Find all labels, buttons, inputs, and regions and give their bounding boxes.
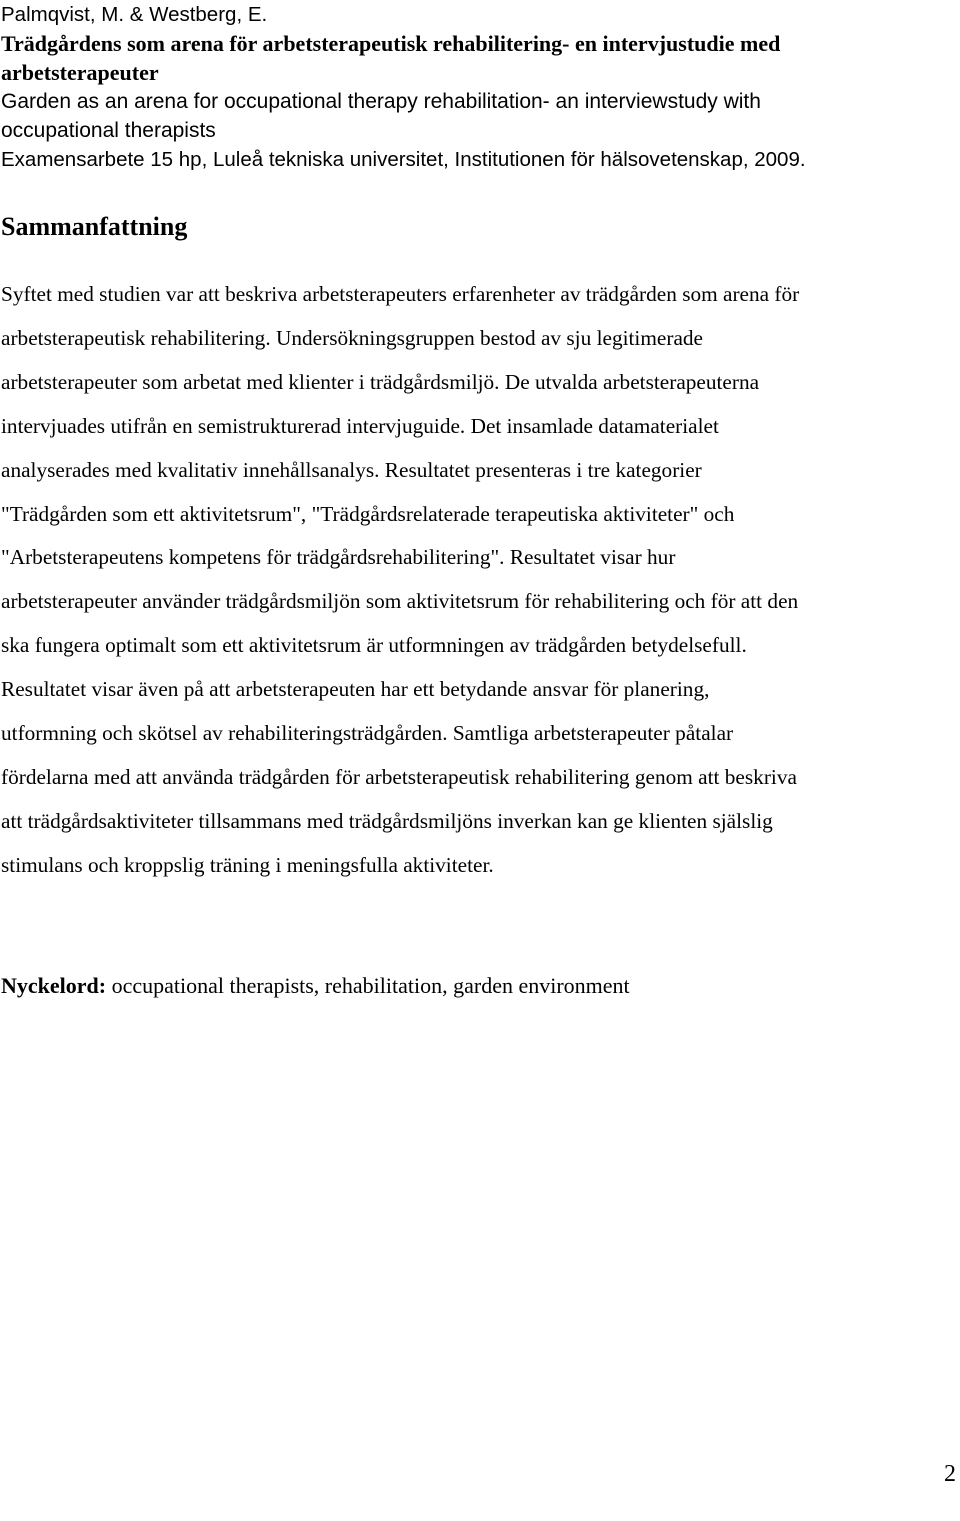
summary-line: intervjuades utifrån en semistrukturerad intervjuguide. Det insamlade datamaterialet [1, 413, 719, 438]
summary-line: "Arbetsterapeutens kompetens för trädgårdsrehabilitering". Resultatet visar hur [1, 545, 676, 570]
keywords-text: occupational therapists, rehabilitation, garden environment [106, 973, 630, 998]
summary-line: ska fungera optimalt som ett aktivitetsrum är utformningen av trädgården betydelsefull. [1, 633, 747, 658]
summary-line: utformning och skötsel av rehabiliteringsträdgården. Samtliga arbetsterapeuter påtalar [1, 721, 734, 746]
summary-paragraph [1, 273, 956, 888]
summary-line: fördelarna med att använda trädgården för arbetsterapeutisk rehabilitering genom att beskriva [1, 764, 797, 789]
summary-line: Resultatet visar även på att arbetsterapeuten har ett betydande ansvar för planering, [1, 677, 710, 702]
authors: Palmqvist, M. & Westberg, E. [1, 3, 268, 26]
summary-line: att trädgårdsaktiviteter tillsammans med trädgårdsmiljöns inverkan kan ge klienten själslig [1, 808, 773, 833]
thesis-info: Examensarbete 15 hp, Luleå tekniska universitet, Institutionen för hälsovetenskap, 2009. [1, 148, 806, 171]
title-english-line-2: occupational therapists [1, 119, 216, 142]
title-swedish-line-2: arbetsterapeuter [1, 60, 159, 85]
summary-line: arbetsterapeutisk rehabilitering. Undersökningsgruppen bestod av sju legitimerade [1, 325, 704, 350]
keywords-label: Nyckelord: [1, 973, 107, 998]
keywords [1, 968, 630, 1004]
title-swedish-line-1: Trädgårdens som arena för arbetsterapeutisk rehabilitering- en intervjustudie med [1, 31, 781, 56]
summary-line: stimulans och kroppslig träning i meningsfulla aktiviteter. [1, 852, 494, 877]
summary-line: "Trädgården som ett aktivitetsrum", "Trädgårdsrelaterade terapeutiska aktiviteter" och [1, 501, 735, 526]
document-header [1, 0, 956, 174]
summary-line: arbetsterapeuter använder trädgårdsmiljön som aktivitetsrum för rehabilitering och för att den [1, 589, 799, 614]
summary-line: analyserades med kvalitativ innehållsanalys. Resultatet presenteras i tre kategorier [1, 457, 702, 482]
summary-line: arbetsterapeuter som arbetat med klienter i trädgårdsmiljö. De utvalda arbetsterapeuterna [1, 369, 760, 394]
summary-line: Syftet med studien var att beskriva arbetsterapeuters erfarenheter av trädgården som arena för [1, 282, 800, 306]
summary-heading: Sammanfattning [1, 212, 188, 241]
page-number: 2 [944, 1461, 956, 1487]
title-english-line-1: Garden as an arena for occupational therapy rehabilitation- an interviewstudy with [1, 90, 761, 113]
